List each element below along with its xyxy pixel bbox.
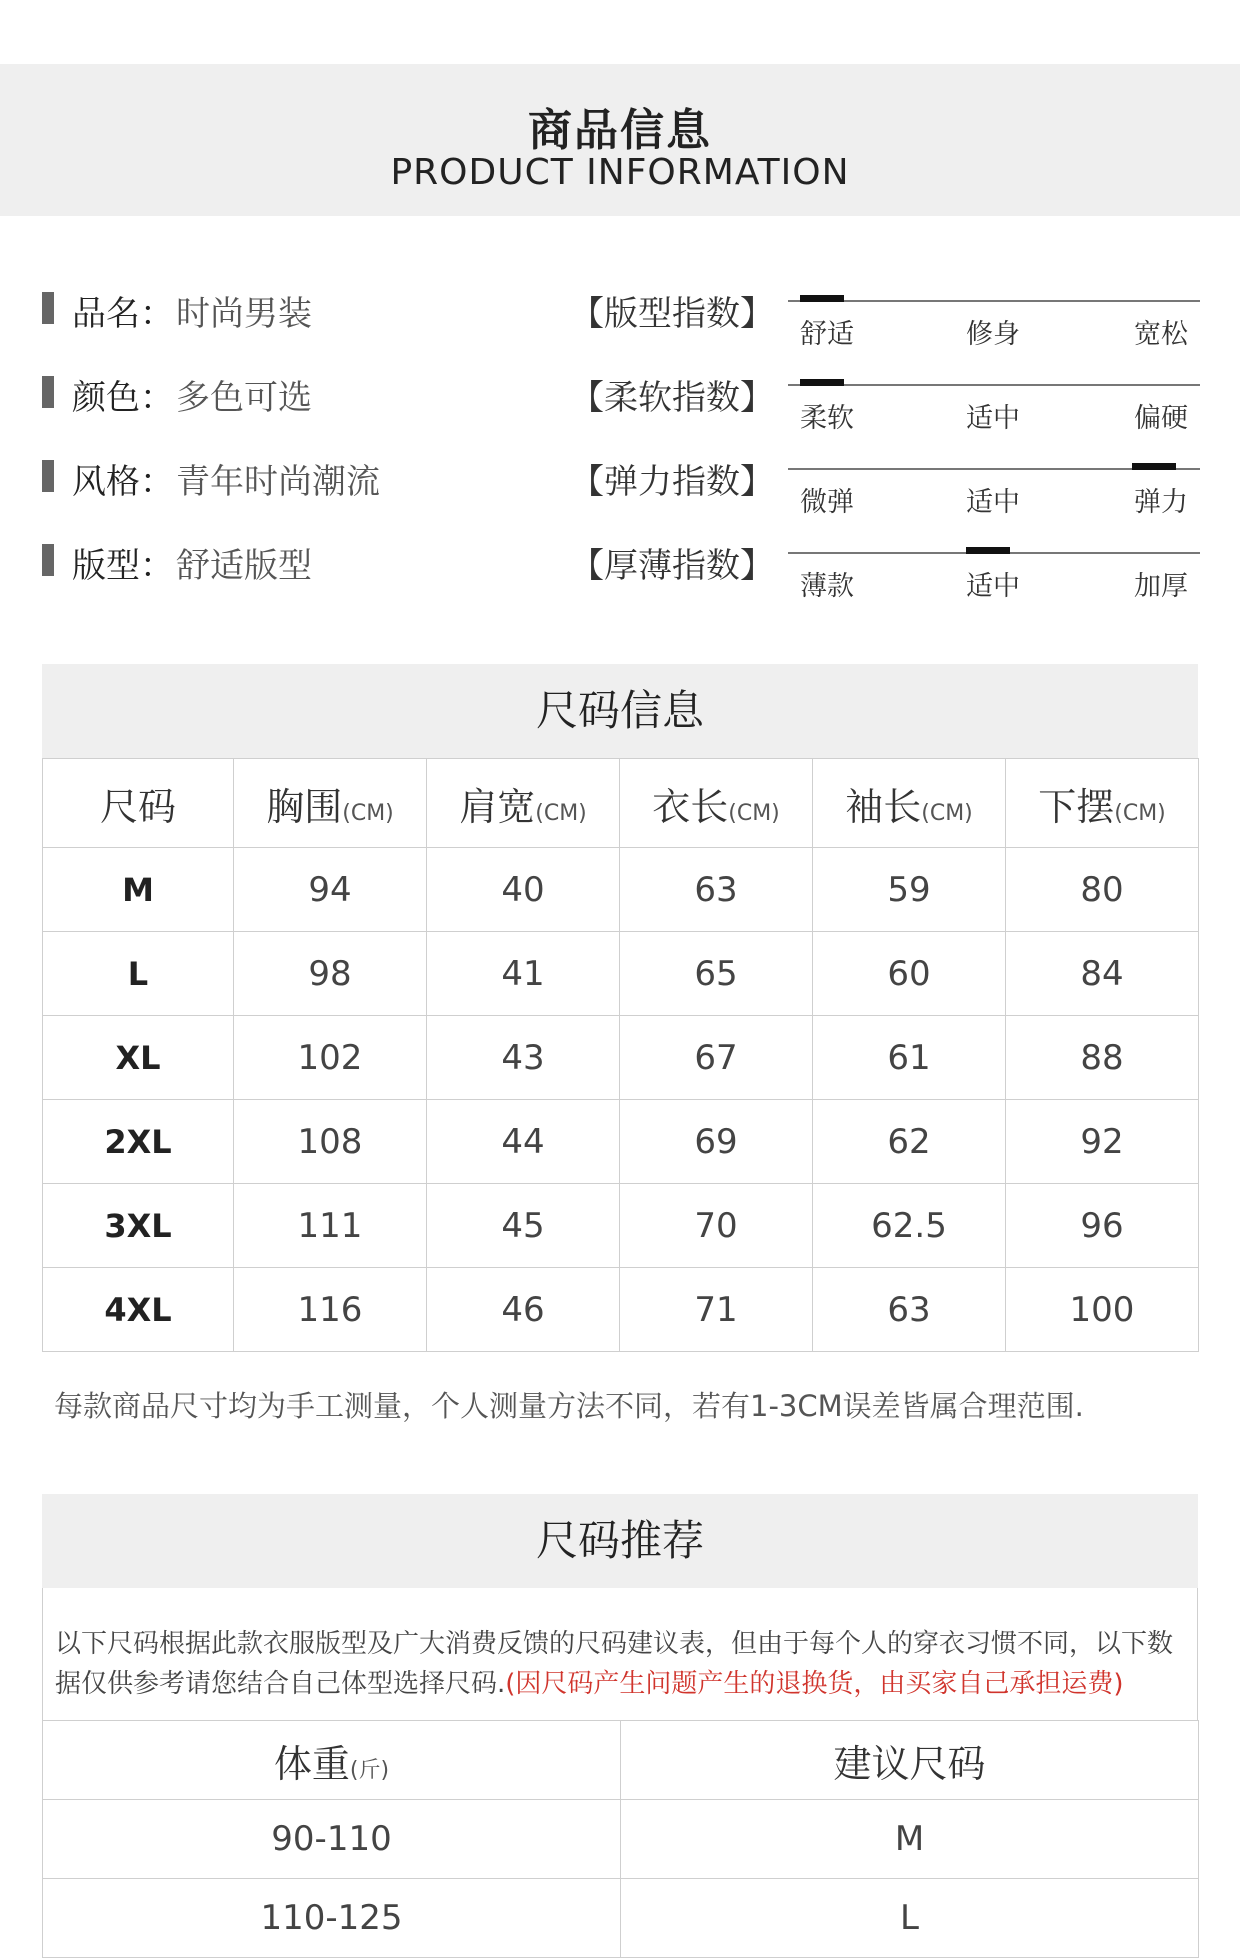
table-row bbox=[43, 1268, 1199, 1352]
scale-line bbox=[788, 300, 1200, 302]
info-value: 时尚男装 bbox=[176, 294, 312, 334]
header-unit: (CM) bbox=[535, 800, 587, 826]
recommended-size-cell: L bbox=[621, 1879, 1199, 1958]
page-title: 商品信息 bbox=[528, 105, 712, 156]
info-row bbox=[40, 284, 1200, 350]
column-header bbox=[621, 1721, 1199, 1800]
header-text: 尺码 bbox=[99, 784, 176, 829]
header-text: 建议尺码 bbox=[833, 1741, 986, 1786]
column-header bbox=[813, 759, 1006, 848]
measurement-cell: 62 bbox=[813, 1100, 1006, 1184]
bullet-bar bbox=[42, 292, 54, 324]
header-text: 下摆 bbox=[1038, 784, 1115, 829]
measurement-cell: 70 bbox=[620, 1184, 813, 1268]
measurement-cell: 67 bbox=[620, 1016, 813, 1100]
index-scale bbox=[788, 552, 1200, 602]
scale-option: 修身 bbox=[966, 319, 1020, 350]
scale-option: 弹力 bbox=[1134, 487, 1188, 518]
scale-marker bbox=[800, 295, 844, 302]
size-cell: 2XL bbox=[43, 1100, 234, 1184]
table-header-row bbox=[43, 759, 1199, 848]
measurement-cell: 92 bbox=[1006, 1100, 1199, 1184]
size-info-title: 尺码信息 bbox=[42, 664, 1198, 758]
header-unit: (CM) bbox=[921, 800, 973, 826]
measurement-cell: 98 bbox=[234, 932, 427, 1016]
product-info-header bbox=[0, 64, 1240, 216]
size-cell: L bbox=[43, 932, 234, 1016]
header-unit: (CM) bbox=[728, 800, 780, 826]
scale-marker bbox=[800, 379, 844, 386]
bullet-bar bbox=[42, 376, 54, 408]
recommend-table bbox=[42, 1720, 1199, 1958]
table-row bbox=[43, 1879, 1199, 1958]
measurement-cell: 84 bbox=[1006, 932, 1199, 1016]
measurement-cell: 80 bbox=[1006, 848, 1199, 932]
column-header bbox=[620, 759, 813, 848]
size-table bbox=[42, 758, 1199, 1352]
info-label: 版型： bbox=[72, 546, 174, 586]
scale-option: 偏硬 bbox=[1134, 403, 1188, 434]
index-scale bbox=[788, 384, 1200, 434]
index-label: 【柔软指数】 bbox=[570, 378, 774, 418]
recommend-description bbox=[42, 1588, 1198, 1720]
info-label: 风格： bbox=[72, 462, 174, 502]
measurement-cell: 63 bbox=[620, 848, 813, 932]
measurement-note: 每款商品尺寸均为手工测量，个人测量方法不同，若有1-3CM误差皆属合理范围. bbox=[54, 1389, 1084, 1423]
size-cell: 3XL bbox=[43, 1184, 234, 1268]
header-text: 肩宽 bbox=[459, 784, 536, 829]
measurement-cell: 41 bbox=[427, 932, 620, 1016]
table-row bbox=[43, 848, 1199, 932]
scale-option: 薄款 bbox=[800, 571, 854, 602]
scale-option: 柔软 bbox=[800, 403, 854, 434]
scale-option: 适中 bbox=[966, 487, 1020, 518]
measurement-cell: 71 bbox=[620, 1268, 813, 1352]
measurement-cell: 61 bbox=[813, 1016, 1006, 1100]
measurement-cell: 62.5 bbox=[813, 1184, 1006, 1268]
return-warning: (因尺码产生问题产生的退换货，由买家自己承担运费) bbox=[505, 1669, 1124, 1699]
info-value: 多色可选 bbox=[176, 378, 312, 418]
measurement-cell: 108 bbox=[234, 1100, 427, 1184]
index-label: 【版型指数】 bbox=[570, 294, 774, 334]
header-text: 体重 bbox=[273, 1741, 350, 1786]
index-scale bbox=[788, 468, 1200, 518]
column-header bbox=[427, 759, 620, 848]
weight-cell: 90-110 bbox=[43, 1800, 621, 1879]
measurement-cell: 116 bbox=[234, 1268, 427, 1352]
column-header bbox=[234, 759, 427, 848]
weight-cell: 110-125 bbox=[43, 1879, 621, 1958]
info-label: 品名： bbox=[72, 294, 174, 334]
recommended-size-cell: M bbox=[621, 1800, 1199, 1879]
column-header bbox=[43, 1721, 621, 1800]
scale-option: 舒适 bbox=[800, 319, 854, 350]
scale-marker bbox=[1132, 463, 1176, 470]
column-header bbox=[43, 759, 234, 848]
measurement-cell: 60 bbox=[813, 932, 1006, 1016]
size-cell: XL bbox=[43, 1016, 234, 1100]
measurement-cell: 102 bbox=[234, 1016, 427, 1100]
measurement-cell: 59 bbox=[813, 848, 1006, 932]
table-row bbox=[43, 1800, 1199, 1879]
scale-option: 宽松 bbox=[1134, 319, 1188, 350]
page-subtitle: PRODUCT INFORMATION bbox=[390, 152, 850, 193]
measurement-cell: 111 bbox=[234, 1184, 427, 1268]
measurement-cell: 46 bbox=[427, 1268, 620, 1352]
measurement-cell: 44 bbox=[427, 1100, 620, 1184]
info-value: 舒适版型 bbox=[176, 546, 312, 586]
measurement-cell: 88 bbox=[1006, 1016, 1199, 1100]
info-row bbox=[40, 368, 1200, 434]
measurement-cell: 96 bbox=[1006, 1184, 1199, 1268]
scale-option: 适中 bbox=[966, 571, 1020, 602]
scale-line bbox=[788, 384, 1200, 386]
info-row bbox=[40, 536, 1200, 602]
scale-option: 适中 bbox=[966, 403, 1020, 434]
table-row bbox=[43, 1016, 1199, 1100]
header-unit: (CM) bbox=[1114, 800, 1166, 826]
measurement-cell: 94 bbox=[234, 848, 427, 932]
index-label: 【弹力指数】 bbox=[570, 462, 774, 502]
header-unit: (斤) bbox=[349, 1757, 390, 1783]
header-text: 衣长 bbox=[652, 784, 729, 829]
recommend-text: 以下尺码根据此款衣服版型及广大消费反馈的尺码建议表，但由于每个人的穿衣习惯不同，以下数据仅供参考请您结合自己体型选择尺码. bbox=[55, 1629, 1174, 1699]
index-label: 【厚薄指数】 bbox=[570, 546, 774, 586]
measurement-cell: 65 bbox=[620, 932, 813, 1016]
header-text: 袖长 bbox=[845, 784, 922, 829]
scale-option: 微弹 bbox=[800, 487, 854, 518]
bullet-bar bbox=[42, 460, 54, 492]
column-header bbox=[1006, 759, 1199, 848]
measurement-cell: 69 bbox=[620, 1100, 813, 1184]
measurement-cell: 43 bbox=[427, 1016, 620, 1100]
info-label: 颜色： bbox=[72, 378, 174, 418]
table-header-row bbox=[43, 1721, 1199, 1800]
measurement-cell: 100 bbox=[1006, 1268, 1199, 1352]
measurement-cell: 63 bbox=[813, 1268, 1006, 1352]
size-cell: 4XL bbox=[43, 1268, 234, 1352]
table-row bbox=[43, 1184, 1199, 1268]
header-text: 胸围 bbox=[266, 784, 343, 829]
measurement-cell: 40 bbox=[427, 848, 620, 932]
size-recommend-title: 尺码推荐 bbox=[42, 1494, 1198, 1588]
measurement-cell: 45 bbox=[427, 1184, 620, 1268]
header-unit: (CM) bbox=[342, 800, 394, 826]
info-value: 青年时尚潮流 bbox=[176, 462, 380, 502]
size-cell: M bbox=[43, 848, 234, 932]
scale-marker bbox=[966, 547, 1010, 554]
bullet-bar bbox=[42, 544, 54, 576]
info-row bbox=[40, 452, 1200, 518]
table-row bbox=[43, 1100, 1199, 1184]
index-scale bbox=[788, 300, 1200, 350]
table-row bbox=[43, 932, 1199, 1016]
scale-option: 加厚 bbox=[1134, 571, 1188, 602]
